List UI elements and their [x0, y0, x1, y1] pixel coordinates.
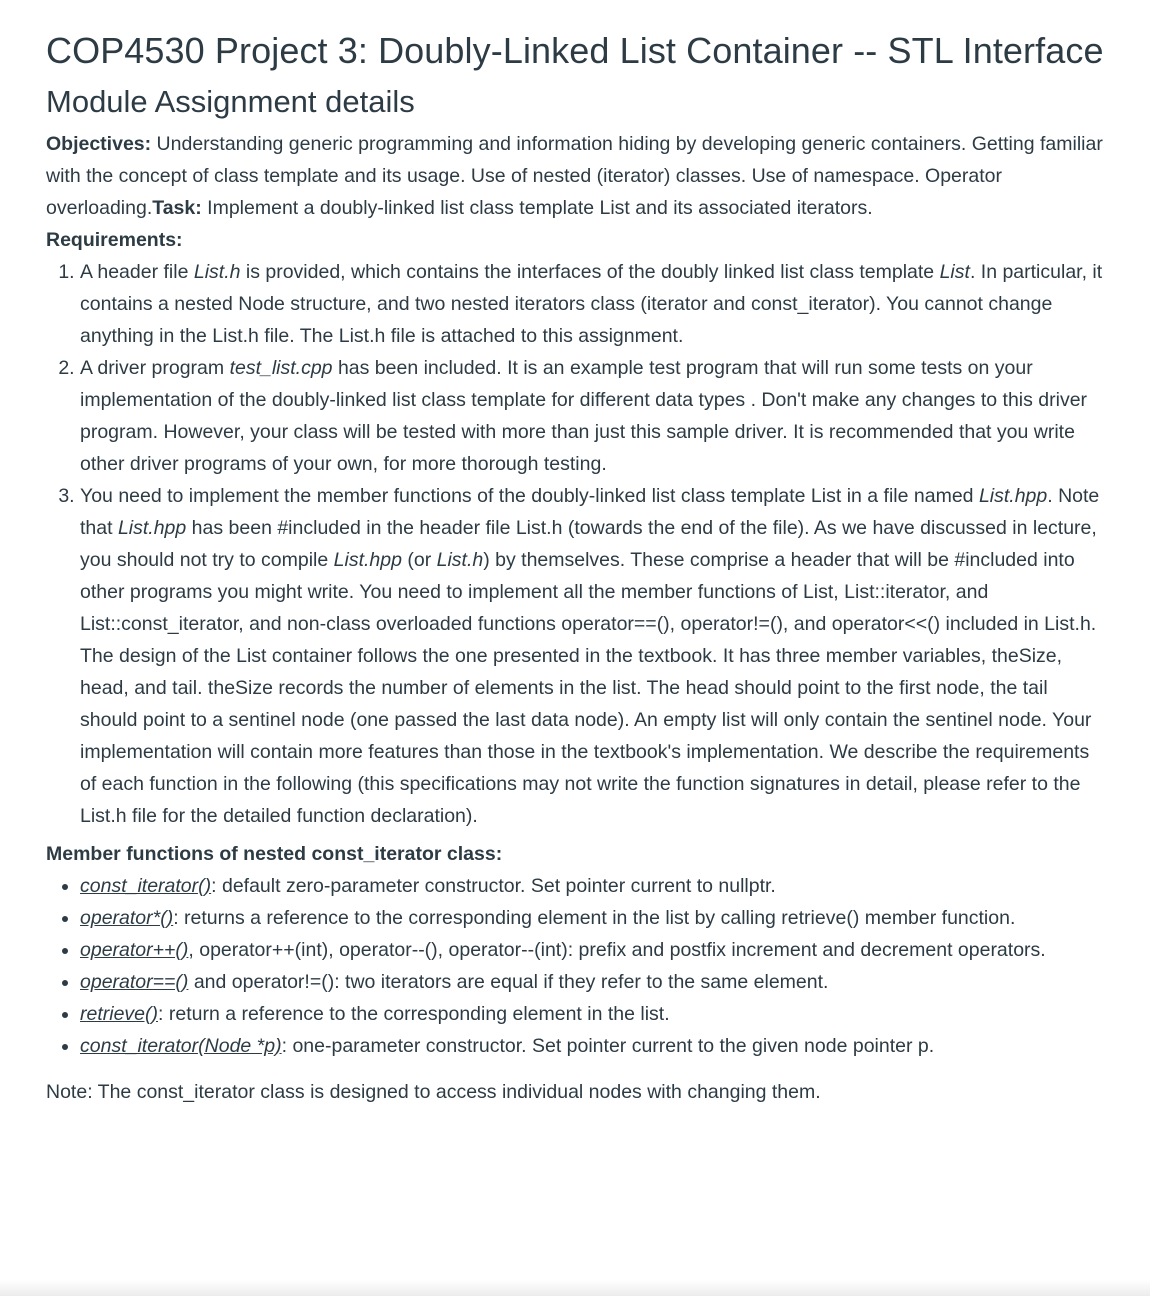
objectives-paragraph [46, 128, 1106, 224]
function-link: const_iterator(Node *p) [80, 1035, 282, 1057]
bottom-shadow [0, 1280, 1150, 1296]
requirements-heading: Requirements: [46, 229, 183, 251]
const-iterator-item: • operator==() and operator!=(): two iterators are equal if they refer to the same element. [80, 966, 1106, 998]
function-link: const_iterator() [80, 875, 212, 897]
const-iterator-item: • retrieve(): return a reference to the corresponding element in the list. [80, 998, 1106, 1030]
note-text: Note: The const_iterator class is designed to access individual nodes with changing them. [46, 1081, 821, 1103]
page-subtitle: Module Assignment details [46, 84, 415, 119]
task-text: Implement a doubly-linked list class template List and its associated iterators. [201, 197, 873, 219]
function-link: operator==() [80, 971, 189, 993]
const-iterator-list [46, 870, 1106, 1062]
requirement-item-3: 3. You need to implement the member functions of the doubly-linked list class template List in a file named List.hpp. Note that List.hpp has been #included in the header file List.h (towards the end of the file). As we have discussed in lecture, you should not try to compile List.hpp (or List.h) by themselves. These comprise a header that will be #included into other programs you might write. You need to implement all the member functions of List, List::iterator, and List::const_iterator, and non-class overloaded functions operator==(), operator!=(), and operator<<() included in List.h. The design of the List container follows the one presented in the textbook. It has three member variables, theSize, head, and tail. theSize records the number of elements in the list. The head should point to the first node, the tail should point to a sentinel node (one passed the last data node). An empty list will only contain the sentinel node. Your implementation will contain more features than those in the textbook's implementation. We describe the requirements of each function in the following (this specifications may not write the function signatures in detail, please refer to the List.h file for the detailed function declaration). [80, 480, 1106, 832]
requirements-list [46, 256, 1106, 832]
function-link: operator++() [80, 939, 189, 961]
task-label: Task: [152, 197, 202, 219]
page-title: COP4530 Project 3: Doubly-Linked List Container -- STL Interface [46, 30, 1104, 71]
assignment-page [46, 22, 1106, 1108]
const-iterator-heading: Member functions of nested const_iterator class: [46, 843, 503, 865]
function-link: operator*() [80, 907, 174, 929]
requirement-item-1: 1. A header file List.h is provided, which contains the interfaces of the doubly linked list class template List. In particular, it contains a nested Node structure, and two nested iterators class (iterator and const_iterator). You cannot change anything in the List.h file. The List.h file is attached to this assignment. [80, 256, 1106, 352]
assignment-body [46, 128, 1106, 1108]
const-iterator-item: • const_iterator(Node *p): one-parameter constructor. Set pointer current to the given node pointer p. [80, 1030, 1106, 1062]
requirement-item-2: 2. A driver program test_list.cpp has been included. It is an example test program that will run some tests on your implementation of the doubly-linked list class template for different data types . Don't make any changes to this driver program. However, your class will be tested with more than just this sample driver. It is recommended that you write other driver programs of your own, for more thorough testing. [80, 352, 1106, 480]
const-iterator-item: • const_iterator(): default zero-parameter constructor. Set pointer current to nullptr. [80, 870, 1106, 902]
objectives-label: Objectives: [46, 133, 152, 155]
function-link: retrieve() [80, 1003, 159, 1025]
objectives-text: Understanding generic programming and information hiding by developing generic containers. Getting familiar with the concept of class template and its usage. Use of nested (iterator) classes. Use of namespace. Operator overloading. [46, 133, 1103, 219]
const-iterator-item: • operator*(): returns a reference to the corresponding element in the list by calling retrieve() member function. [80, 902, 1106, 934]
const-iterator-item: • operator++(), operator++(int), operator--(), operator--(int): prefix and postfix increment and decrement operators. [80, 934, 1106, 966]
